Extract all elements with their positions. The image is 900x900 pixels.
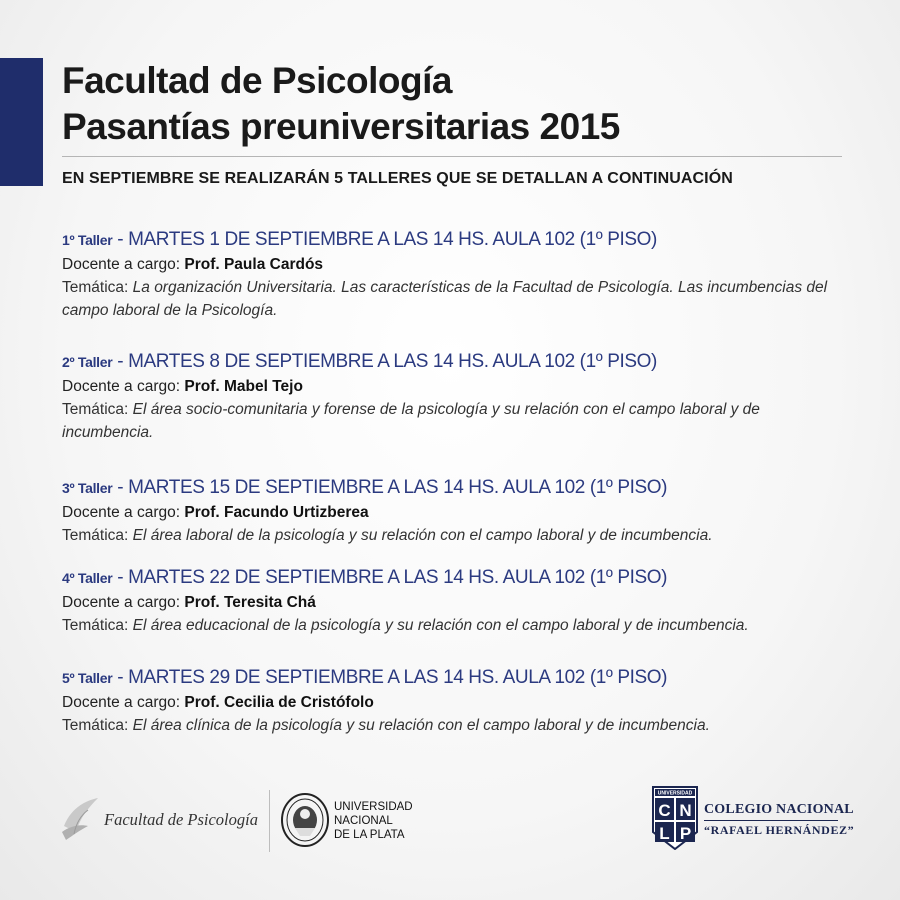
docente-name: Prof. Mabel Tejo — [184, 378, 303, 395]
cnlp-shield-logo-icon — [652, 786, 698, 850]
workshop-3 — [62, 476, 852, 547]
docente-name: Prof. Teresita Chá — [184, 594, 316, 611]
colegio-line-1: COLEGIO NACIONAL — [704, 802, 854, 817]
workshop-number: 1º Taller — [62, 232, 113, 248]
title-divider — [62, 156, 842, 157]
workshop-heading — [62, 476, 852, 501]
cnlp-letter-n: N — [679, 801, 692, 820]
docente-label: Docente a cargo: — [62, 256, 185, 273]
workshop-tematica — [62, 614, 852, 637]
footer-divider — [269, 790, 270, 852]
tematica-text: El área laboral de la psicología y su relación con el campo laboral y de incumbencia. — [132, 527, 713, 544]
unlp-seal-icon — [280, 792, 330, 848]
colegio-line-2: “RAFAEL HERNÁNDEZ” — [704, 823, 855, 837]
workshop-tematica — [62, 276, 852, 322]
workshop-5 — [62, 666, 852, 737]
footer-colegio-logo — [652, 786, 855, 850]
workshop-heading — [62, 566, 852, 591]
cnlp-letter-p: P — [679, 824, 692, 843]
colegio-rule — [704, 820, 838, 821]
workshop-2 — [62, 350, 852, 444]
workshop-docente — [62, 501, 852, 524]
docente-label: Docente a cargo: — [62, 504, 185, 521]
workshop-date: MARTES 29 DE SEPTIEMBRE A LAS 14 HS. AULA 102 (1º PISO) — [128, 667, 668, 688]
workshop-number: 2º Taller — [62, 354, 113, 370]
tematica-label: Temática: — [62, 279, 133, 296]
workshop-tematica — [62, 714, 852, 737]
workshop-tematica — [62, 398, 852, 444]
subtitle: EN SEPTIEMBRE SE REALIZARÁN 5 TALLERES QUE SE DETALLAN A CONTINUACIÓN — [62, 170, 733, 187]
tematica-text: La organización Universitaria. Las características de la Facultad de Psicología. Las incumbencias del campo laboral de la Psicología. — [62, 279, 828, 319]
colegio-name — [704, 802, 854, 838]
docente-label: Docente a cargo: — [62, 694, 185, 711]
cnlp-tag: UNIVERSIDAD — [657, 790, 693, 797]
docente-name: Prof. Facundo Urtizberea — [184, 504, 369, 521]
workshop-tematica — [62, 524, 852, 547]
workshop-separator: - — [112, 667, 129, 688]
unlp-line-3: DE LA PLATA — [334, 829, 405, 841]
unlp-logo-text — [334, 800, 413, 842]
workshop-separator: - — [112, 351, 129, 372]
tematica-text: El área educacional de la psicología y su relación con el campo laboral y de incumbencia. — [132, 617, 749, 634]
workshop-separator: - — [112, 229, 129, 250]
tematica-label: Temática: — [62, 527, 133, 544]
workshop-docente — [62, 691, 852, 714]
facultad-psicologia-logo-icon — [58, 796, 100, 842]
tematica-label: Temática: — [62, 401, 133, 418]
workshop-heading — [62, 350, 852, 375]
unlp-line-2: NACIONAL — [334, 815, 393, 827]
workshop-date: MARTES 15 DE SEPTIEMBRE A LAS 14 HS. AULA 102 (1º PISO) — [128, 477, 668, 498]
footer-institution-logos — [58, 790, 438, 852]
workshop-separator: - — [112, 477, 129, 498]
tematica-text: El área socio-comunitaria y forense de la psicología y su relación con el campo laboral y de incumbencia. — [62, 401, 760, 441]
workshop-date: MARTES 8 DE SEPTIEMBRE A LAS 14 HS. AULA 102 (1º PISO) — [128, 351, 657, 372]
workshop-docente — [62, 375, 852, 398]
tematica-text: El área clínica de la psicología y su relación con el campo laboral y de incumbencia. — [132, 717, 710, 734]
workshop-heading — [62, 666, 852, 691]
workshop-number: 3º Taller — [62, 480, 113, 496]
workshop-docente — [62, 253, 852, 276]
title-line-1: Facultad de Psicología — [62, 60, 452, 101]
tematica-label: Temática: — [62, 717, 133, 734]
workshop-1 — [62, 228, 852, 322]
facultad-logo-text: Facultad de Psicología — [104, 810, 258, 829]
workshop-separator: - — [112, 567, 129, 588]
cnlp-letter-l: L — [659, 824, 670, 843]
accent-bar — [0, 58, 43, 186]
workshop-docente — [62, 591, 852, 614]
workshop-date: MARTES 22 DE SEPTIEMBRE A LAS 14 HS. AULA 102 (1º PISO) — [128, 567, 668, 588]
workshop-number: 4º Taller — [62, 570, 113, 586]
cnlp-letter-c: C — [658, 801, 671, 820]
workshop-number: 5º Taller — [62, 670, 113, 686]
workshop-4 — [62, 566, 852, 637]
docente-name: Prof. Paula Cardós — [184, 256, 324, 273]
docente-name: Prof. Cecilia de Cristófolo — [184, 694, 374, 711]
docente-label: Docente a cargo: — [62, 594, 185, 611]
tematica-label: Temática: — [62, 617, 133, 634]
unlp-line-1: UNIVERSIDAD — [334, 801, 413, 813]
workshop-date: MARTES 1 DE SEPTIEMBRE A LAS 14 HS. AULA 102 (1º PISO) — [128, 229, 657, 250]
page-title — [62, 58, 620, 150]
workshop-heading — [62, 228, 852, 253]
title-line-2: Pasantías preuniversitarias 2015 — [62, 106, 620, 147]
docente-label: Docente a cargo: — [62, 378, 185, 395]
